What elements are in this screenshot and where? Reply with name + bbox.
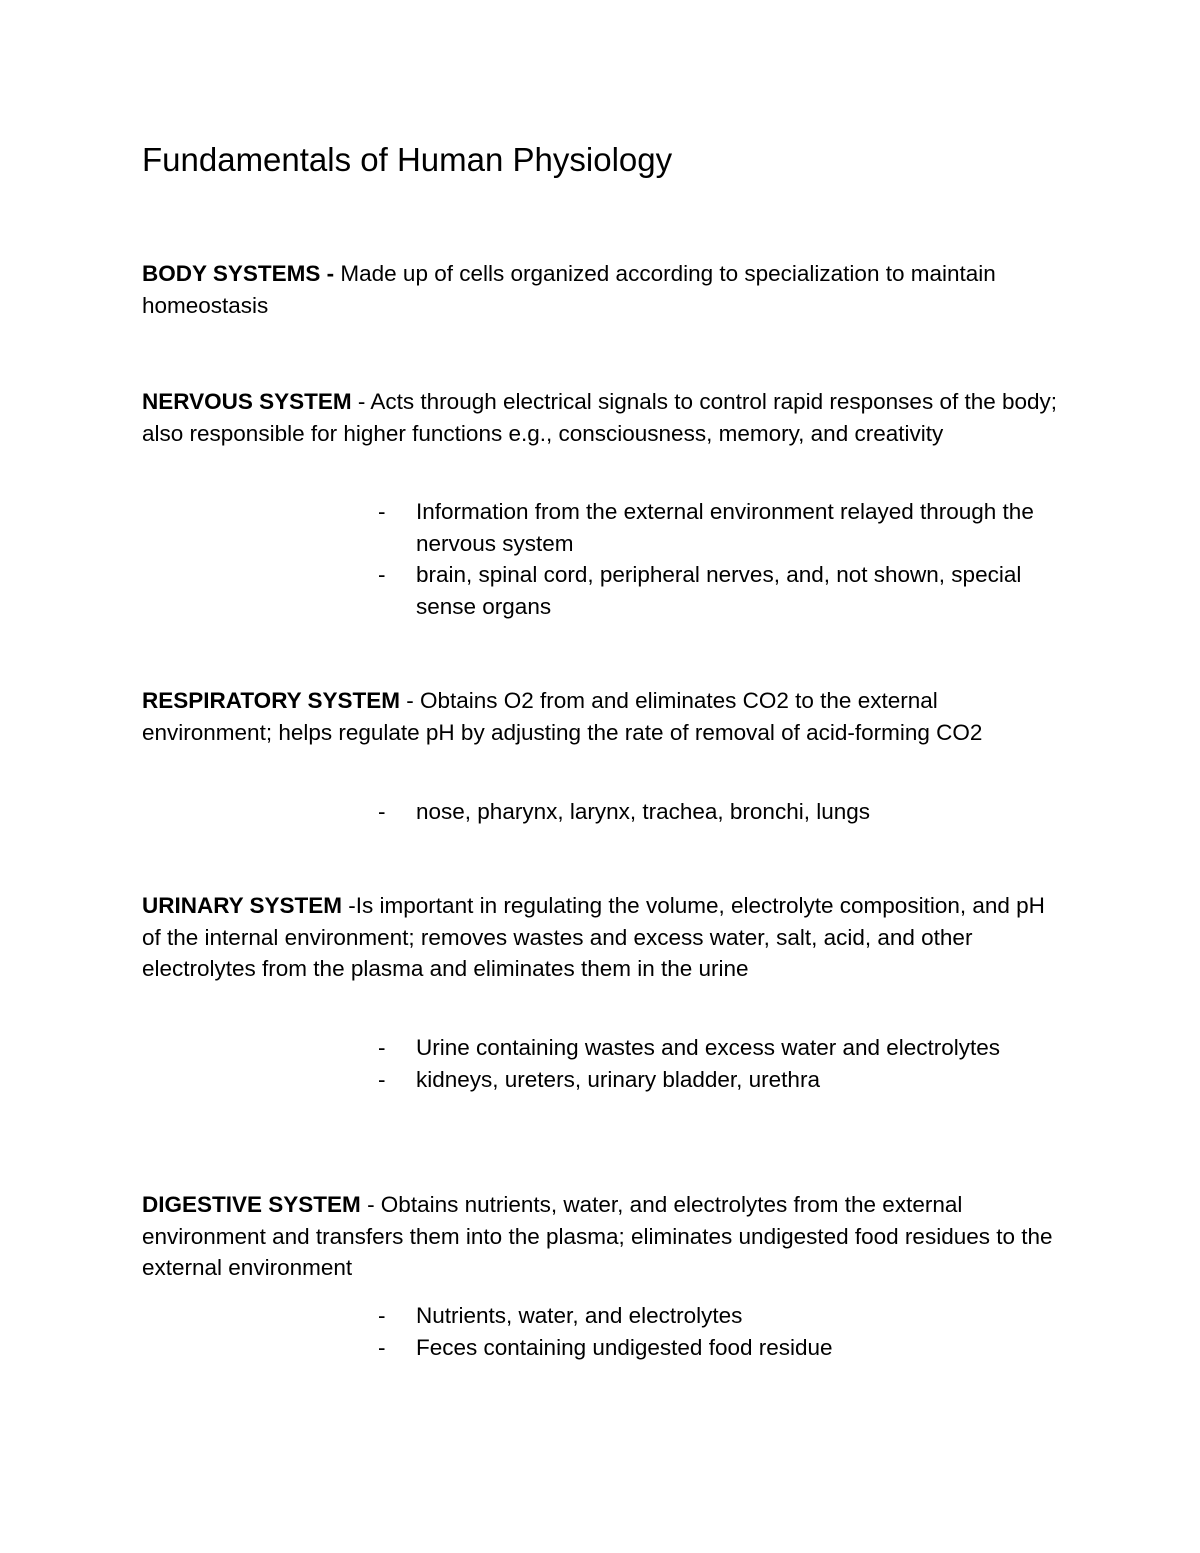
section-body-systems — [142, 258, 1062, 321]
section-text: -Is important in regulating the volume, electrolyte composition, and pH of the internal environment; removes wastes and excess water, salt, acid, and other electrolytes from the plasma and eliminates them in the urine — [142, 893, 1045, 982]
dash-bullet: - — [378, 1334, 386, 1360]
dash-bullet: - — [378, 1035, 386, 1060]
list-item-text: brain, spinal cord, peripheral nerves, and, not shown, special sense organs — [416, 562, 1022, 619]
list-item — [378, 496, 1058, 559]
urinary-system-bullet-list — [378, 1032, 1058, 1095]
dash-bullet: - — [378, 1303, 386, 1328]
section-heading: NERVOUS SYSTEM — [142, 389, 352, 414]
list-item — [378, 796, 1058, 828]
section-heading: URINARY SYSTEM — [142, 893, 343, 918]
section-urinary-system — [142, 890, 1062, 985]
dash-bullet: - — [378, 562, 386, 588]
list-item-text: Nutrients, water, and electrolytes — [416, 1303, 743, 1328]
list-item — [378, 1032, 1058, 1064]
list-item — [378, 1064, 1058, 1096]
nervous-system-bullet-list — [378, 496, 1058, 622]
list-item-text: Urine containing wastes and excess water and electrolytes — [416, 1035, 1001, 1060]
section-digestive-system — [142, 1189, 1062, 1284]
list-item-text: Feces containing undigested food residue — [416, 1334, 833, 1360]
section-text: - Acts through electrical signals to control rapid responses of the body; also responsible for higher functions e.g., consciousness, memory, and creativity — [142, 389, 1058, 446]
list-item-text: Information from the external environment relayed through the nervous system — [416, 499, 1034, 556]
respiratory-system-bullet-list — [378, 796, 1058, 828]
document-title: Fundamentals of Human Physiology — [142, 141, 673, 178]
digestive-system-bullet-list — [378, 1300, 1058, 1363]
section-nervous-system — [142, 386, 1062, 449]
list-item — [378, 559, 1058, 622]
list-item — [378, 1332, 1058, 1364]
section-heading: BODY SYSTEMS - — [142, 261, 335, 286]
section-heading: RESPIRATORY SYSTEM — [142, 688, 400, 713]
dash-bullet: - — [378, 499, 386, 524]
section-text: - Obtains nutrients, water, and electrolytes from the external environment and transfers them into the plasma; eliminates undigested food residues to the external environment — [142, 1192, 1053, 1281]
section-heading: DIGESTIVE SYSTEM — [142, 1192, 361, 1217]
list-item-text: nose, pharynx, larynx, trachea, bronchi, lungs — [416, 799, 870, 824]
section-respiratory-system — [142, 685, 1062, 748]
dash-bullet: - — [378, 799, 386, 824]
section-text: Made up of cells organized according to specialization to maintain homeostasis — [142, 261, 996, 318]
section-text: - Obtains O2 from and eliminates CO2 to the external environment; helps regulate pH by adjusting the rate of removal of acid-forming CO2 — [142, 688, 983, 745]
dash-bullet: - — [378, 1066, 386, 1092]
list-item — [378, 1300, 1058, 1332]
list-item-text: kidneys, ureters, urinary bladder, urethra — [416, 1066, 820, 1092]
